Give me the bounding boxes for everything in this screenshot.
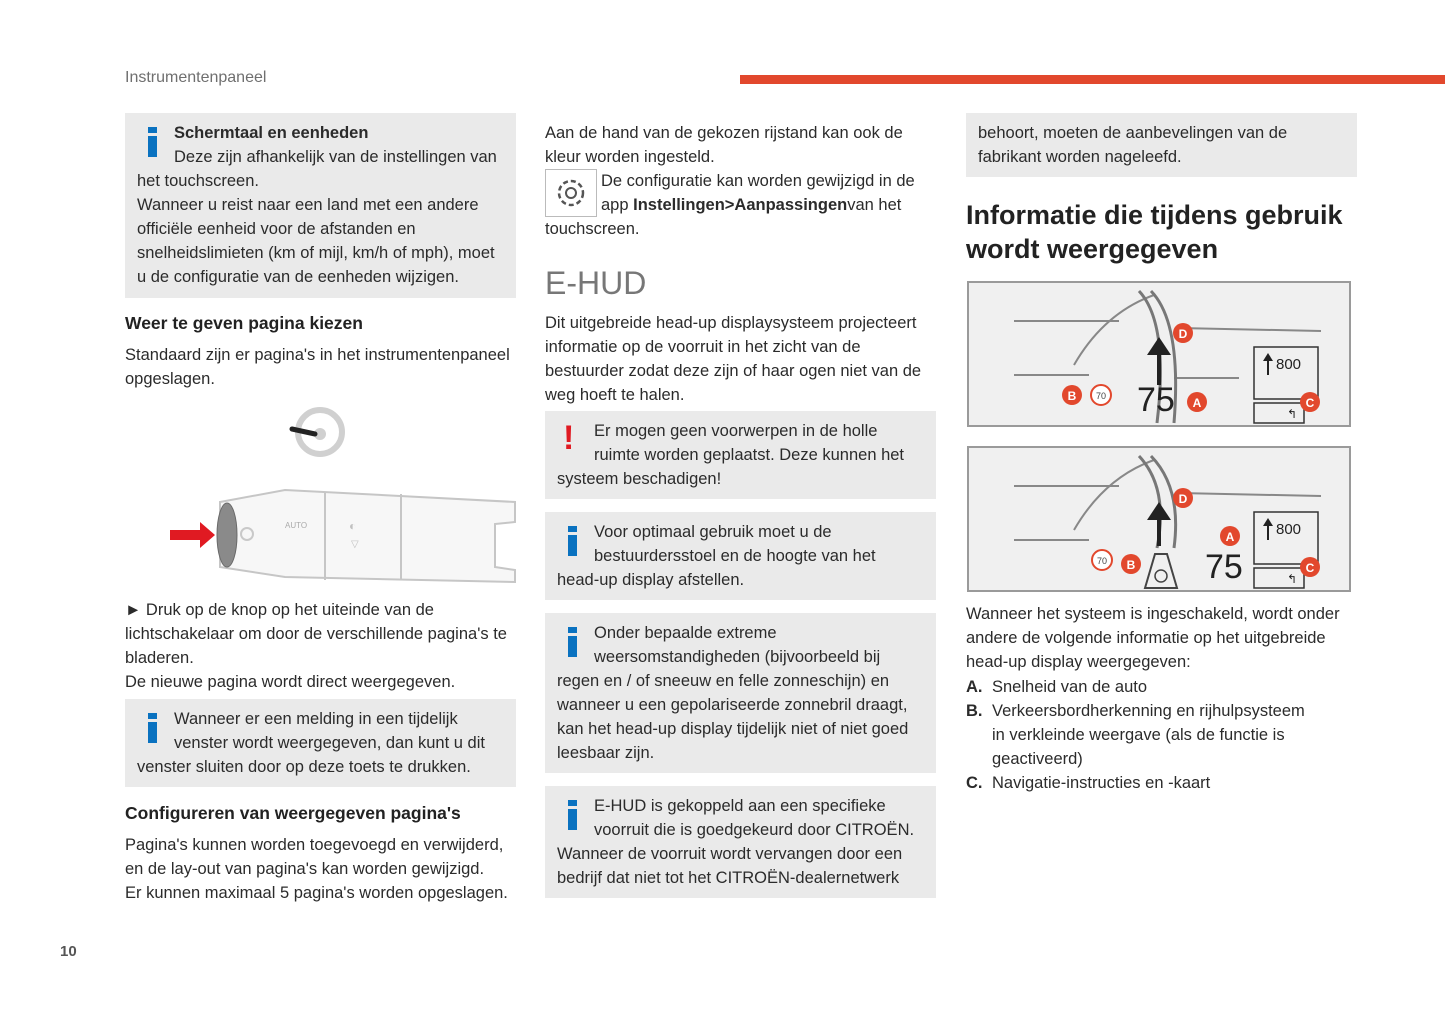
section-text-pages: Standaard zijn er pagina's in het instrumentenpaneel opgeslagen. (125, 346, 510, 388)
hud-display-1 (967, 281, 1351, 427)
section-heading-info: Informatie die tijdens gebruik wordt weergegeven (966, 200, 1343, 264)
lane-assist-icon (1145, 554, 1177, 588)
svg-text:A: A (1225, 530, 1235, 544)
hud-info-text: Wanneer het systeem is ingeschakeld, wordt onder andere de volgende informatie op het uitgebreide head-up display weergegeven: (966, 605, 1340, 671)
info-box-title: Schermtaal en eenheden (174, 124, 369, 142)
warning-box (545, 411, 936, 499)
config-line-app (601, 193, 931, 217)
label-c-icon (1300, 557, 1320, 577)
list-item-label: C. (966, 774, 983, 792)
hud1-speed: 75 (1137, 381, 1175, 419)
ehud-description: Dit uitgebreide head-up displaysysteem projecteert informatie op de voorruit in het zicht van de bestuurder zodat deze zijn of haar ogen niet van de weg hoeft te halen. (545, 314, 922, 404)
info-box-line: venster wordt weergegeven, dan kunt u dit (174, 734, 485, 752)
label-d-icon (1173, 323, 1193, 343)
hud1-distance: 800 (1276, 356, 1302, 373)
info-box-line: bestuurdersstoel en de hoogte van het (594, 547, 876, 565)
info-box-text: het touchscreen. (137, 172, 259, 190)
list-item (966, 699, 1356, 771)
svg-text:A: A (1192, 396, 1202, 410)
svg-text:C: C (1305, 561, 1315, 575)
config-pre: app (601, 196, 634, 214)
info-icon (148, 127, 157, 157)
info-icon (568, 627, 577, 657)
section-text-configure: Pagina's kunnen worden toegevoegd en verwijderd, en de lay-out van pagina's kan worden gewijzigd. (125, 836, 504, 878)
config-line: De configuratie kan worden gewijzigd in de (601, 172, 915, 190)
hud2-limit: 70 (1096, 556, 1108, 566)
config-path: Instellingen>Aanpassingen (633, 196, 848, 214)
info-box-line: Deze zijn afhankelijk van de instellingen van (174, 148, 497, 166)
instruction-step: ► Druk op de knop op het uiteinde van de lichtschakelaar om door de verschillende pagina's te bladeren. (125, 601, 507, 667)
list-item-label: B. (966, 702, 983, 720)
hud-display-2 (967, 446, 1351, 592)
list-item-text: Verkeersbordherkenning en rijhulpsysteem in verkleinde weergave (als de functie is geactiveerd) (992, 702, 1305, 768)
label-b-icon (1062, 385, 1082, 405)
config-post: van het (847, 196, 902, 214)
info-box-text: regen en / of sneeuw en felle zonneschijn) en wanneer u een gepolariseerde zonnebril draagt, kan het head-up display tijdelijk niet of niet goed leesbaar zijn. (557, 672, 909, 762)
list-item-text: Navigatie-instructies en -kaart (992, 774, 1211, 792)
config-rest: touchscreen. (545, 220, 640, 238)
warning-line: Er mogen geen voorwerpen in de holle (594, 422, 878, 440)
svg-text:B: B (1067, 389, 1077, 403)
info-box-line: voorruit die is goedgekeurd door CITROËN. (594, 821, 915, 839)
hud1-limit: 70 (1095, 391, 1107, 401)
list-item (966, 771, 1356, 795)
svg-text:B: B (1126, 558, 1136, 572)
hud-display-1-graphic (969, 283, 1349, 425)
direction-arrow-icon (1147, 337, 1171, 355)
fog-light-icon: ◐ (349, 519, 357, 533)
svg-text:C: C (1305, 396, 1315, 410)
info-icon (568, 800, 577, 830)
info-box-line: Onder bepaalde extreme (594, 624, 777, 642)
hud-display-2-graphic (969, 448, 1349, 590)
info-icon (568, 526, 577, 556)
hud2-distance: 800 (1276, 521, 1302, 538)
warning-line: ruimte worden geplaatst. Deze kunnen het (594, 446, 905, 464)
section-text-max: Er kunnen maximaal 5 pagina's worden opgeslagen. (125, 884, 508, 902)
info-box-line: Wanneer er een melding in een tijdelijk (174, 710, 458, 728)
hud2-speed: 75 (1205, 548, 1243, 586)
arrow-up-icon (1263, 353, 1273, 361)
arrow-right-icon (170, 522, 215, 548)
info-box-line: E-HUD is gekoppeld aan een specifieke (594, 797, 886, 815)
info-box-popup (125, 699, 516, 787)
auto-label: AUTO (285, 521, 308, 530)
label-d-icon (1173, 488, 1193, 508)
continued-text: behoort, moeten de aanbevelingen van de fabrikant worden nageleefd. (978, 124, 1288, 166)
info-box-text: venster sluiten door op deze toets te drukken. (137, 758, 471, 776)
arrow-up-icon (1263, 518, 1273, 526)
info-box-text: Wanneer de voorruit wordt vervangen door een bedrijf dat niet tot het CITROËN-dealernetwerk (557, 845, 903, 887)
label-a-icon (1220, 526, 1240, 546)
continued-box (966, 113, 1357, 177)
svg-text:D: D (1178, 492, 1188, 506)
direction-arrow-icon (1147, 502, 1171, 520)
settings-gear-icon (545, 169, 597, 217)
color-intro: Aan de hand van de gekozen rijstand kan ook de kleur worden ingesteld. (545, 124, 903, 166)
chevron-down-icon: ▽ (351, 539, 359, 550)
ehud-title: E-HUD (545, 265, 647, 301)
info-box-line: Voor optimaal gebruik moet u de (594, 523, 832, 541)
info-box-language (125, 113, 516, 298)
hud-info-list (966, 675, 1356, 795)
running-header: Instrumentenpaneel (125, 69, 267, 86)
section-title-pages: Weer te geven pagina kiezen (125, 313, 363, 333)
info-icon (148, 713, 157, 743)
list-item-text: Snelheid van de auto (992, 678, 1148, 696)
info-box-seat (545, 512, 936, 600)
info-box-text: head-up display afstellen. (557, 571, 745, 589)
steering-wheel-icon (292, 410, 342, 454)
warning-text: systeem beschadigen! (557, 470, 722, 488)
turn-icon: ↰ (1287, 572, 1298, 586)
section-title-configure: Configureren van weergegeven pagina's (125, 803, 461, 823)
svg-text:D: D (1178, 327, 1188, 341)
turn-icon: ↰ (1287, 407, 1298, 421)
info-box-text: Wanneer u reist naar een land met een andere officiële eenheid voor de afstanden en snelheidslimieten (km of mijl, km/h of mph), moet u de configuratie van de eenheden wijzigen. (137, 196, 495, 286)
list-item (966, 675, 1356, 699)
label-c-icon (1300, 392, 1320, 412)
info-box-line: weersomstandigheden (bijvoorbeeld bij (594, 648, 881, 666)
header-accent-bar (740, 75, 1445, 84)
instruction-result: De nieuwe pagina wordt direct weergegeven. (125, 673, 456, 691)
page-number: 10 (60, 943, 77, 960)
info-box-windscreen (545, 786, 936, 898)
label-a-icon (1187, 392, 1207, 412)
light-stalk-illustration (165, 402, 520, 587)
label-b-icon (1121, 554, 1141, 574)
warning-icon: ! (563, 419, 575, 457)
list-item-label: A. (966, 678, 983, 696)
info-box-weather (545, 613, 936, 773)
